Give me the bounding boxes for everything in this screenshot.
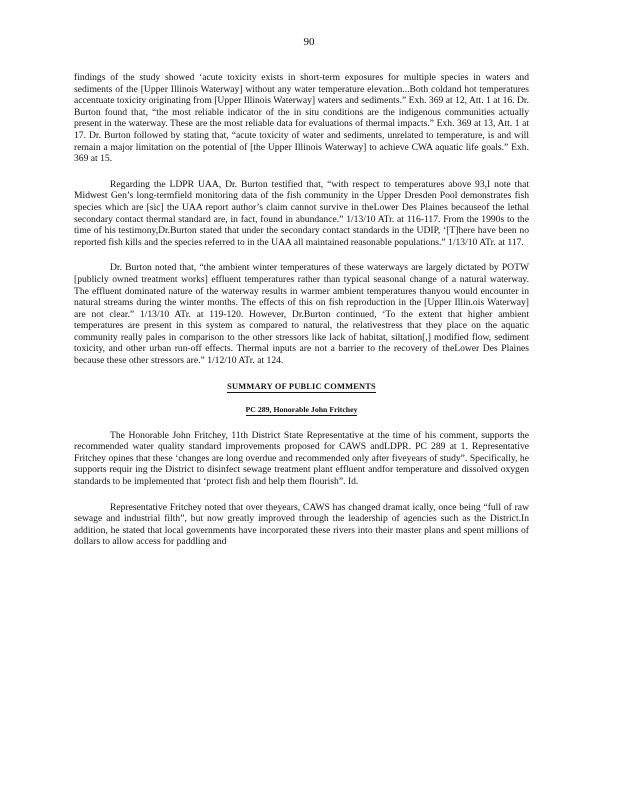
section-heading	[74, 382, 529, 393]
comment-subheading-text: PC 289, Honorable John Fritchey	[245, 404, 358, 414]
paragraph-fritchey-history: Representative Fritchey noted that over theyears, CAWS has changed dramat ically, once being “full of raw sewage and industrial filth”, but now greatly improved through the leadership of agencies such as the District.In addition, he stated that local governments have incorporated these rivers into their master plans and spent millions of dollars to allow access for paddling and	[74, 501, 529, 548]
section-heading-text: SUMMARY OF PUBLIC COMMENTS	[227, 381, 376, 391]
page-body	[74, 72, 529, 548]
paragraph-fritchey-support: The Honorable John Fritchey, 11th District State Representative at the time of his comment, supports the recommended water quality standard improvements proposed for CAWS andLDPR. PC 289 at 1. Representative Fritchey opines that these ‘changes are long overdue and recommended only after fiveyears of study”. Specifically, he supports requir ing the District to disinfect sewage treatment plant effluent andfor temperature and dissolved oxygen standards to be implemented that ‘protect fish and help them flourish”. Id.	[74, 429, 529, 488]
comment-subheading	[74, 405, 529, 416]
paragraph-ldpr-uaa: Regarding the LDPR UAA, Dr. Burton testified that, “with respect to temperatures above 93,I note that Midwest Gen’s long-termfield monitoring data of the fish community in the Upper Dresden Pool demonstrates fish species which are [sic] the UAA report author’s claim cannot survive in theLower Des Plaines becauseof the lethal secondary contact thermal standard are, in fact, found in abundance.” 1/13/10 ATr. at 116-117. From the 1990s to the time of his testimony,Dr.Burton stated that under the secondary contact standards in the UDIP, ‘[T]here have been no reported fish kills and the species referred to in the UAA all maintained reasonable populations.” 1/13/10 ATr. at 117.	[74, 178, 529, 248]
paragraph-burton-findings: findings of the study showed ‘acute toxicity exists in short-term exposures for multiple species in waters and sediments of the [Upper Illinois Waterway] without any water temperature elevation...Both coldand hot temperatures accentuate toxicity originating from [Upper Illinois Waterway] waters and sediments.” Exh. 369 at 12, Att. 1 at 16. Dr. Burton found that, “the most reliable indicator of the in situ conditions are the indigenous communities actually present in the waterway. These are the most reliable data for evaluations of thermal impacts.” Exh. 369 at 13, Att. 1 at 17. Dr. Burton followed by stating that, “acute toxicity of water and sediments, unrelated to temperature, is and will remain a major limitation on the potential of [the Upper Illinois Waterway] to achieve CWA aquatic life goals.” Exh. 369 at 15.	[74, 72, 529, 165]
paragraph-winter-temperatures: Dr. Burton noted that, “the ambient winter temperatures of these waterways are largely dictated by POTW [publicly owned treatment works] effluent temperatures rather than typical seasonal change of a natural waterway. The effluent dominated nature of the waterway results in warmer ambient temperatures thanyou would encounter in natural streams during the winter months. The effects of this on fish reproduction in the [Upper Illin.ois Waterway] are not clear.” 1/13/10 ATr. at 119-120. However, Dr.Burton continued, ‘To the extent that higher ambient temperatures are present in this system as compared to natural, the relativestress that they place on the aquatic community really pales in comparison to the other stressors like lack of habitat, siltation[,] modified flow, sediment toxicity, and other urban run-off effects. Thermal inputs are not a barrier to the recovery of theLower Des Plaines because these other stressors are.” 1/12/10 ATr. at 124.	[74, 262, 529, 367]
page-number: 90	[303, 36, 315, 48]
